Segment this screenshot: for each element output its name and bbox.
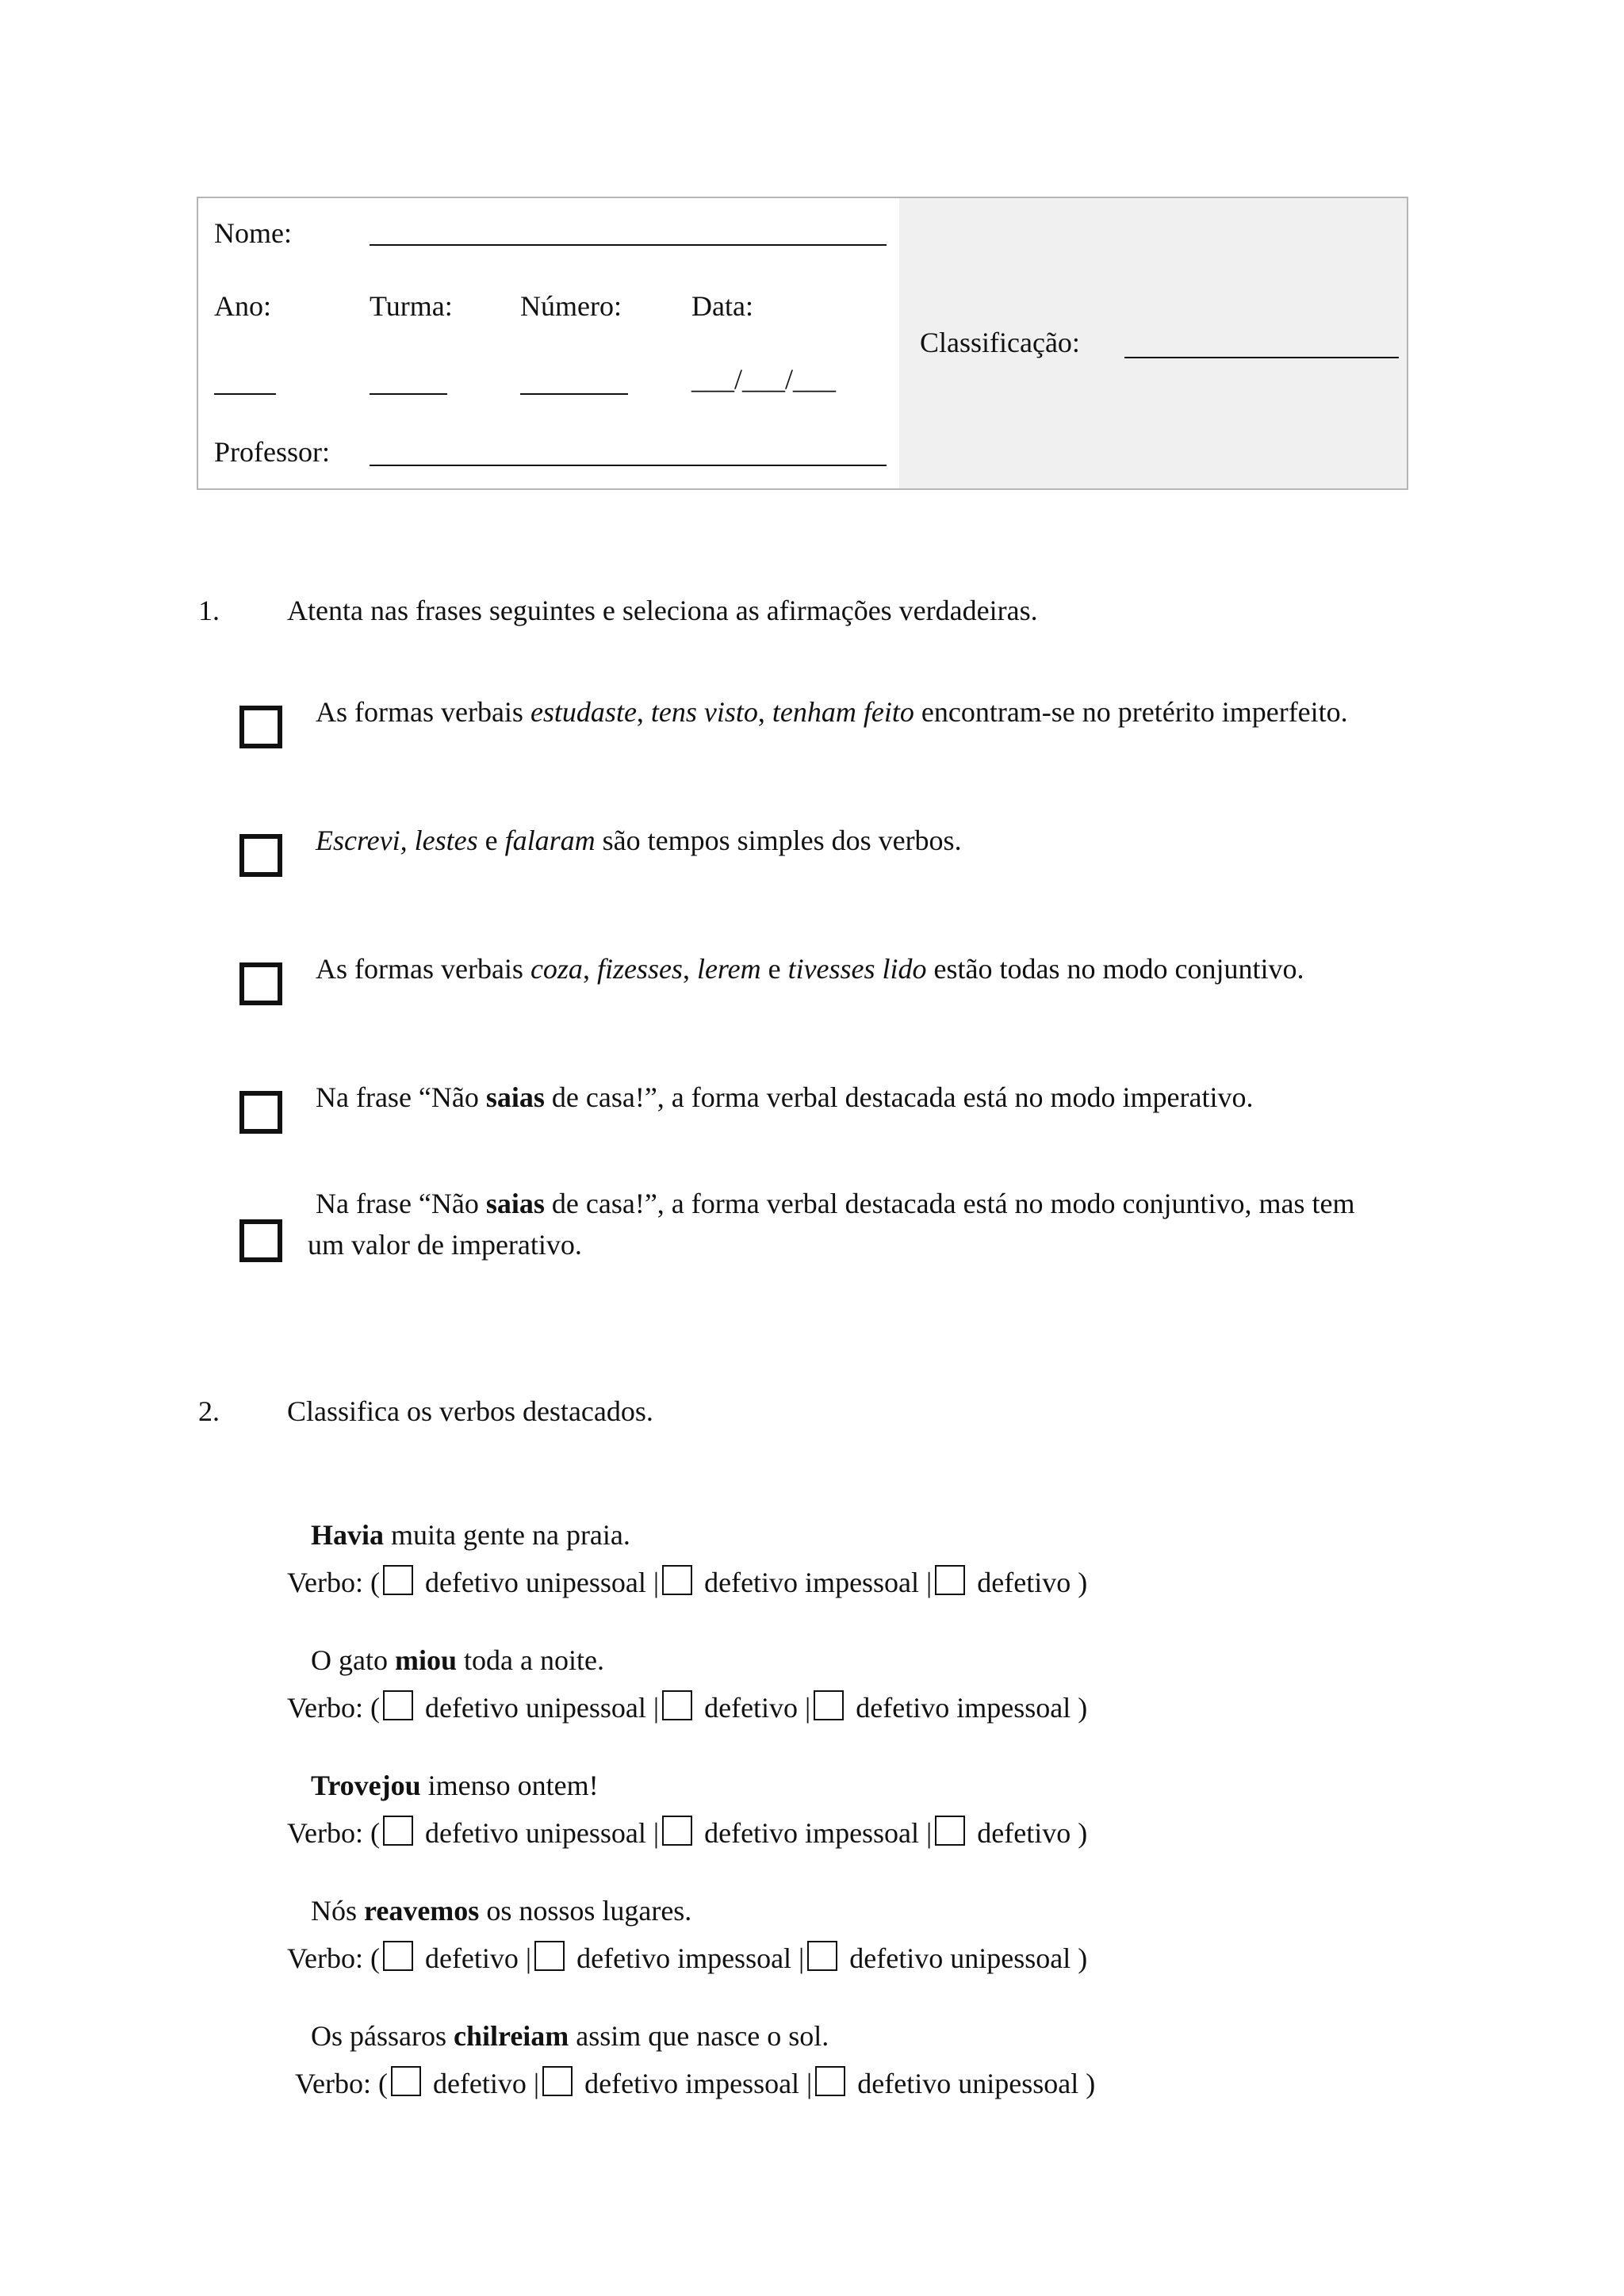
q2-item-5-checkbox-3[interactable] (815, 2066, 845, 2096)
q2-item-2-options: Verbo: ( defetivo unipessoal | defetivo | defetivo impessoal ) (287, 1692, 1088, 1724)
q1-option-2-checkbox[interactable] (239, 834, 282, 877)
q2-item-1-checkbox-1[interactable] (383, 1565, 413, 1595)
q2-item-3-checkbox-1[interactable] (383, 1816, 413, 1846)
q2-item-1-options: Verbo: ( defetivo unipessoal | defetivo impessoal | defetivo ) (287, 1567, 1088, 1598)
q2-item-4-checkbox-3[interactable] (807, 1941, 837, 1971)
classificacao-label: Classificação: (920, 327, 1080, 358)
q2-item-5-checkbox-2[interactable] (542, 2066, 573, 2096)
q1-option-5-text: Na frase “Não saias de casa!”, a forma verbal destacada está no modo conjuntivo, mas tem (316, 1188, 1355, 1219)
turma-field[interactable] (370, 393, 447, 395)
q1-option-4-checkbox[interactable] (239, 1091, 282, 1134)
q2-number: 2. (198, 1395, 220, 1427)
q2-item-4-checkbox-2[interactable] (534, 1941, 565, 1971)
nome-field[interactable] (370, 244, 887, 246)
q1-prompt: Atenta nas frases seguintes e seleciona as afirmações verdadeiras. (287, 595, 1038, 626)
ano-field[interactable] (214, 393, 276, 395)
ano-label: Ano: (214, 290, 271, 322)
q2-item-3-sentence: Trovejou imenso ontem! (311, 1770, 599, 1801)
q2-item-5-options: Verbo: ( defetivo | defetivo impessoal | defetivo unipessoal ) (295, 2068, 1096, 2099)
q2-item-1-checkbox-3[interactable] (935, 1565, 965, 1595)
q2-item-5-checkbox-1[interactable] (391, 2066, 421, 2096)
professor-label: Professor: (214, 436, 330, 468)
numero-field[interactable] (520, 393, 628, 395)
q2-item-3-options: Verbo: ( defetivo unipessoal | defetivo impessoal | defetivo ) (287, 1817, 1088, 1849)
q1-option-2-text: Escrevi, lestes e falaram são tempos simples dos verbos. (316, 825, 962, 856)
data-label: Data: (691, 290, 753, 322)
turma-label: Turma: (370, 290, 453, 322)
q2-item-4-checkbox-1[interactable] (383, 1941, 413, 1971)
q2-item-2-checkbox-1[interactable] (383, 1690, 413, 1720)
q2-item-4-sentence: Nós reavemos os nossos lugares. (311, 1895, 692, 1927)
q2-item-1-checkbox-2[interactable] (662, 1565, 692, 1595)
nome-label: Nome: (214, 217, 292, 249)
q1-number: 1. (198, 595, 220, 626)
q2-item-3-checkbox-3[interactable] (935, 1816, 965, 1846)
q2-item-2-sentence: O gato miou toda a noite. (311, 1644, 604, 1676)
q2-item-3-checkbox-2[interactable] (662, 1816, 692, 1846)
data-field[interactable]: ___/___/___ (691, 363, 837, 395)
q1-option-5-text-line2: um valor de imperativo. (308, 1229, 582, 1261)
q1-option-4-text: Na frase “Não saias de casa!”, a forma verbal destacada está no modo imperativo. (316, 1081, 1254, 1113)
q2-item-5-sentence: Os pássaros chilreiam assim que nasce o sol. (311, 2020, 829, 2052)
q1-option-5-checkbox[interactable] (239, 1219, 282, 1262)
numero-label: Número: (520, 290, 622, 322)
q1-option-3-checkbox[interactable] (239, 962, 282, 1005)
professor-field[interactable] (370, 465, 887, 466)
q1-option-1-text: As formas verbais estudaste, tens visto, tenham feito encontram-se no pretérito imperfeito. (316, 696, 1348, 728)
q2-item-1-sentence: Havia muita gente na praia. (311, 1519, 630, 1551)
q2-item-2-checkbox-3[interactable] (814, 1690, 844, 1720)
q1-option-3-text: As formas verbais coza, fizesses, lerem e tivesses lido estão todas no modo conjuntivo. (316, 953, 1304, 985)
classificacao-field[interactable] (1124, 357, 1399, 358)
q1-option-1-checkbox[interactable] (239, 706, 282, 748)
q2-item-2-checkbox-2[interactable] (662, 1690, 692, 1720)
q2-item-4-options: Verbo: ( defetivo | defetivo impessoal | defetivo unipessoal ) (287, 1942, 1088, 1974)
q2-prompt: Classifica os verbos destacados. (287, 1395, 653, 1427)
